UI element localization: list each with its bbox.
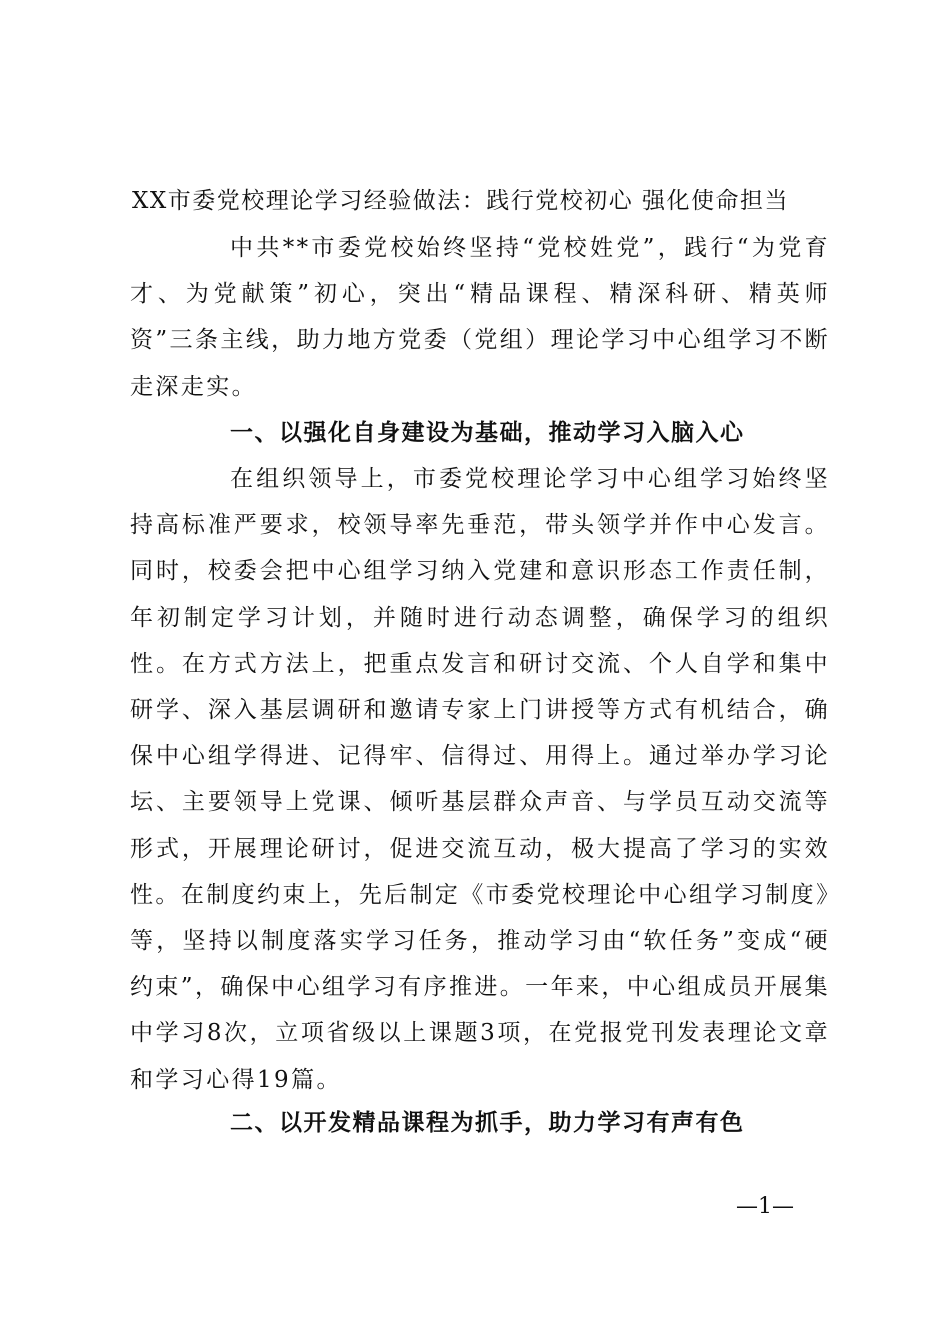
section-1-heading: 一、以强化自身建设为基础，推动学习入脑入心	[230, 420, 745, 446]
page-number: —1—	[736, 1194, 794, 1219]
document-title: XX市委党校理论学习经验做法：践行党校初心 强化使命担当	[132, 188, 790, 214]
intro-paragraph: 中共**市委党校始终坚持“党校姓党”，践行“为党育才、为党献策”初心，突出“精品课程、精深科研、精英师资”三条主线，助力地方党委（党组）理论学习中心组学习不断走深走实。	[130, 235, 830, 400]
section-2-heading: 二、以开发精品课程为抓手，助力学习有声有色	[230, 1110, 745, 1136]
section-1-paragraph: 在组织领导上，市委党校理论学习中心组学习始终坚持高标准严要求，校领导率先垂范，带头领学并作中心发言。同时，校委会把中心组学习纳入党建和意识形态工作责任制，年初制定学习计划，并随时进行动态调整，确保学习的组织性。在方式方法上，把重点发言和研讨交流、个人自学和集中研学、深入基层调研和邀请专家上门讲授等方式有机结合，确保中心组学得进、记得牢、信得过、用得上。通过举办学习论坛、主要领导上党课、倾听基层群众声音、与学员互动交流等形式，开展理论研讨，促进交流互动，极大提高了学习的实效性。在制度约束上，先后制定《市委党校理论中心组学习制度》等，坚持以制度落实学习任务，推动学习由“软任务”变成“硬约束”，确保中心组学习有序推进。一年来，中心组成员开展集中学习8次，立项省级以上课题3项，在党报党刊发表理论文章和学习心得19篇。	[130, 466, 830, 1093]
